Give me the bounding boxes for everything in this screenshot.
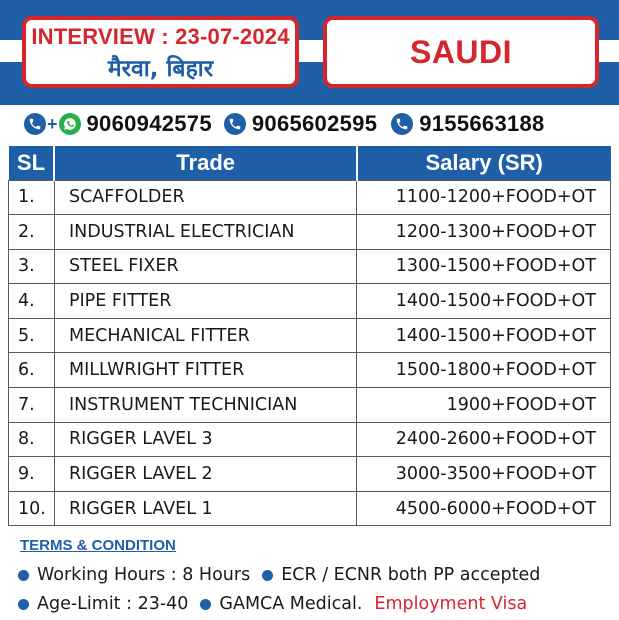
term-visa: Employment Visa: [374, 594, 528, 614]
country-name: SAUDI: [409, 33, 513, 70]
phone-group-3: [391, 111, 544, 137]
row-sl: 2.: [9, 215, 55, 250]
row-salary: 3000-3500+FOOD+OT: [357, 457, 611, 492]
term-age-limit: Age-Limit : 23-40: [37, 594, 189, 614]
row-trade: RIGGER LAVEL 1: [54, 491, 356, 526]
term-item: [200, 594, 362, 614]
table-row: [9, 318, 611, 353]
interview-location: मैरवा, बिहार: [107, 56, 214, 82]
header-banner: [0, 0, 619, 105]
phone-group-1: [24, 111, 212, 137]
row-sl: 7.: [9, 388, 55, 423]
phone-number-1[interactable]: 9060942575: [86, 111, 212, 136]
table-row: [9, 353, 611, 388]
row-salary: 1200-1300+FOOD+OT: [357, 215, 611, 250]
table-row: [9, 491, 611, 526]
column-header-trade: Trade: [54, 146, 356, 180]
interview-date: INTERVIEW : 23-07-2024: [31, 24, 290, 49]
bullet-icon: [200, 599, 211, 610]
terms-line-1: [18, 565, 552, 585]
row-salary: 1400-1500+FOOD+OT: [357, 284, 611, 319]
table-row: [9, 180, 611, 215]
table-row: [9, 422, 611, 457]
row-trade: INDUSTRIAL ELECTRICIAN: [54, 215, 356, 250]
phone-number-2[interactable]: 9065602595: [251, 111, 378, 136]
bullet-icon: [18, 570, 29, 581]
bullet-icon: [262, 570, 273, 581]
table-row: [9, 249, 611, 284]
row-salary: 1500-1800+FOOD+OT: [357, 353, 611, 388]
country-box: [323, 16, 599, 88]
row-trade: STEEL FIXER: [54, 249, 356, 284]
row-trade: INSTRUMENT TECHNICIAN: [54, 388, 356, 423]
row-sl: 10.: [9, 491, 55, 526]
row-salary: 4500-6000+FOOD+OT: [357, 491, 611, 526]
phone-number-3[interactable]: 9155663188: [419, 111, 545, 136]
row-trade: SCAFFOLDER: [54, 180, 356, 215]
row-sl: 4.: [9, 284, 55, 319]
plus-sign: +: [47, 113, 58, 134]
term-item: [18, 594, 188, 614]
row-sl: 6.: [9, 353, 55, 388]
table-row: [9, 284, 611, 319]
interview-box: [22, 16, 299, 88]
row-salary: 1400-1500+FOOD+OT: [357, 318, 611, 353]
trade-salary-table: [8, 146, 611, 526]
column-header-sl: SL: [9, 146, 55, 180]
row-salary: 1900+FOOD+OT: [357, 388, 611, 423]
row-sl: 1.: [9, 180, 55, 215]
term-item: [18, 565, 250, 585]
column-header-salary: Salary (SR): [357, 146, 611, 180]
terms-line-2: [18, 594, 539, 614]
term-item: [262, 565, 540, 585]
phone-icon: [391, 113, 413, 135]
terms-title: TERMS & CONDITION: [20, 537, 176, 554]
phone-icon: [24, 113, 46, 135]
row-salary: 1100-1200+FOOD+OT: [357, 180, 611, 215]
row-sl: 9.: [9, 457, 55, 492]
term-working-hours: Working Hours : 8 Hours: [37, 565, 251, 585]
term-passport: ECR / ECNR both PP accepted: [281, 565, 541, 585]
bullet-icon: [18, 599, 29, 610]
phone-row: [24, 108, 609, 140]
row-sl: 3.: [9, 249, 55, 284]
whatsapp-icon: [59, 113, 81, 135]
table-row: [9, 388, 611, 423]
table-row: [9, 457, 611, 492]
phone-group-2: [224, 111, 377, 137]
row-sl: 5.: [9, 318, 55, 353]
row-trade: RIGGER LAVEL 2: [54, 457, 356, 492]
phone-icon: [224, 113, 246, 135]
row-salary: 1300-1500+FOOD+OT: [357, 249, 611, 284]
row-trade: PIPE FITTER: [54, 284, 356, 319]
term-medical: GAMCA Medical.: [219, 594, 363, 614]
table-header-row: [9, 146, 611, 180]
row-trade: RIGGER LAVEL 3: [54, 422, 356, 457]
row-trade: MECHANICAL FITTER: [54, 318, 356, 353]
row-trade: MILLWRIGHT FITTER: [54, 353, 356, 388]
table-row: [9, 215, 611, 250]
row-sl: 8.: [9, 422, 55, 457]
row-salary: 2400-2600+FOOD+OT: [357, 422, 611, 457]
